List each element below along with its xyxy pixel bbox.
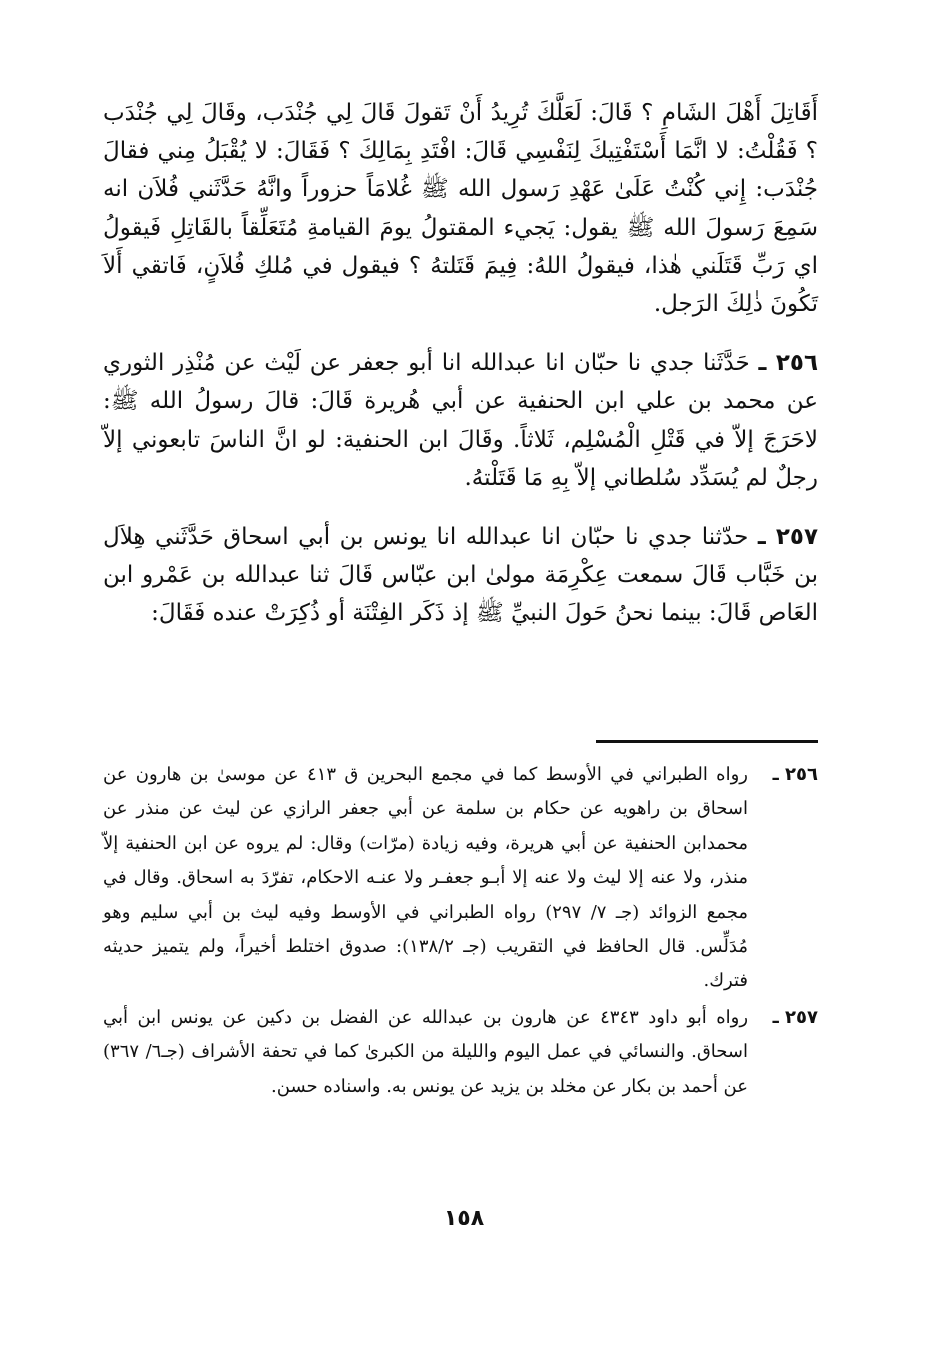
hadith-number: ٢٥٦ ـ bbox=[758, 350, 818, 377]
main-text bbox=[103, 94, 818, 633]
footnote-text: رواه الطبراني في الأوسط كما في مجمع البحرين ق ٤١٣ عن موسىٰ بن هارون عن اسحاق بن راهويه عن حكام بن سلمة عن أبي جعفر الرازي عن ليث عن منذر عن محمدابن الحنفية عن أبي هريرة، وفيه زيادة (مرّات) وقال: لم يروه عن ابن الحنفية إلاّ منذر، ولا عنه إلا ليث ولا عنه إلا أبـو جعفـر ولا عنـه الاحكام، تفرّدَ به اسحاق. وقال في مجمع الزوائد (جـ ٧/ ٢٩٧) رواه الطبراني في الأوسط وفيه ليث بن أبي سليم وهو مُدَلِّس. قال الحافظ في التقريب (جـ ١٣٨/٢): صدوق اختلط أخيراً، ولم يتميز حديثه فترك. bbox=[103, 764, 749, 992]
page-number: ١٥٨ bbox=[443, 1206, 485, 1231]
footnote-divider bbox=[596, 740, 818, 743]
footnote-text: رواه أبو داود ٤٣٤٣ عن هارون بن عبدالله عن الفضل بن دكين عن يونس ابن أبي اسحاق. والنسائي في عمل اليوم والليلة من الكبرىٰ كما في تحفة الأشراف (جـ٦/ ٣٦٧) عن أحمد بن بكار عن مخلد بن يزيد عن يونس به. واسناده حسن. bbox=[103, 1006, 749, 1097]
footnotes bbox=[103, 758, 818, 1106]
hadith-text: حَدَّثَنا جدي نا حبّان انا عبدالله انا أبو جعفر عن لَيْث عن مُنْذِر الثوري عن محمد بن علي ابن الحنفية عن أبي هُريرة قَالَ: قالَ رسولُ الله ﷺ: لاحَرَجَ إلاّ في قَتْلِ الْمُسْلِم، ثَلاثاً. وقَالَ ابن الحنفية: لو انَّ الناسَ تابعوني إلاّ رجلٌ لم يُسَدِّد سُلطاني إلاّ بِهِ مَا قَتَلْتهُ. bbox=[103, 350, 818, 491]
hadith-257 bbox=[103, 518, 818, 633]
hadith-256 bbox=[103, 344, 818, 497]
footnote bbox=[103, 1001, 818, 1104]
footnote-number: ٢٥٦ ـ bbox=[772, 764, 818, 785]
hadith-text: حدّثنا جدي نا حبّان انا عبدالله انا يونس بن أبي اسحاق حَدَّثَني هِلاَل بن خَبَّاب قَالَ سمعت عِكْرِمَة مولىٰ ابن عبّاس قَالَ ثنا عبدالله بن عَمْرو ابن العَاص قَالَ: بينما نحنُ حَولَ النبيِّ ﷺ إذ ذَكَر الفِتْنَة أو ذُكِرَتْ عنده فَقَالَ: bbox=[103, 524, 818, 627]
paragraph-continuation: أَقَاتِلَ أَهْلَ الشَامِ ؟ قَالَ: لَعَلَّكَ تُرِيدُ أَنْ تَقولَ قَالَ لِي جُنْدَب، وقَالَ لِي جُنْدَب ؟ فَقُلْتُ: لا انَّمَا أَسْتَفْتِيكَ لِنَفْسِي قَالَ: افْتَدِ بِمَالِكَ ؟ فَقَالَ: لا يُقْبَلُ مِني فقالَ جُنْدَب: إِني كُنْتُ عَلَىٰ عَهْدِ رَسول الله ﷺ غُلامَاً حزوراً وانَّهُ حَدَّثَني فُلاَن انه سَمِعَ رَسولَ الله ﷺ يقول: يَجيء المقتولُ يومَ القيامةِ مُتَعَلِّقاً بالقَاتِلِ فَيقولُ اي رَبِّ قَتَلَني هٰذا، فيقولُ اللهُ: فِيمَ قَتَلتهُ ؟ فيقول في مُلكِ فُلاَنٍ، فَاتقي أَلاَ تَكُونَ ذٰلِكَ الرَجل. bbox=[103, 100, 818, 318]
hadith-number: ٢٥٧ ـ bbox=[757, 524, 818, 551]
footnote-number: ٢٥٧ ـ bbox=[772, 1006, 818, 1028]
footnote bbox=[103, 758, 818, 999]
